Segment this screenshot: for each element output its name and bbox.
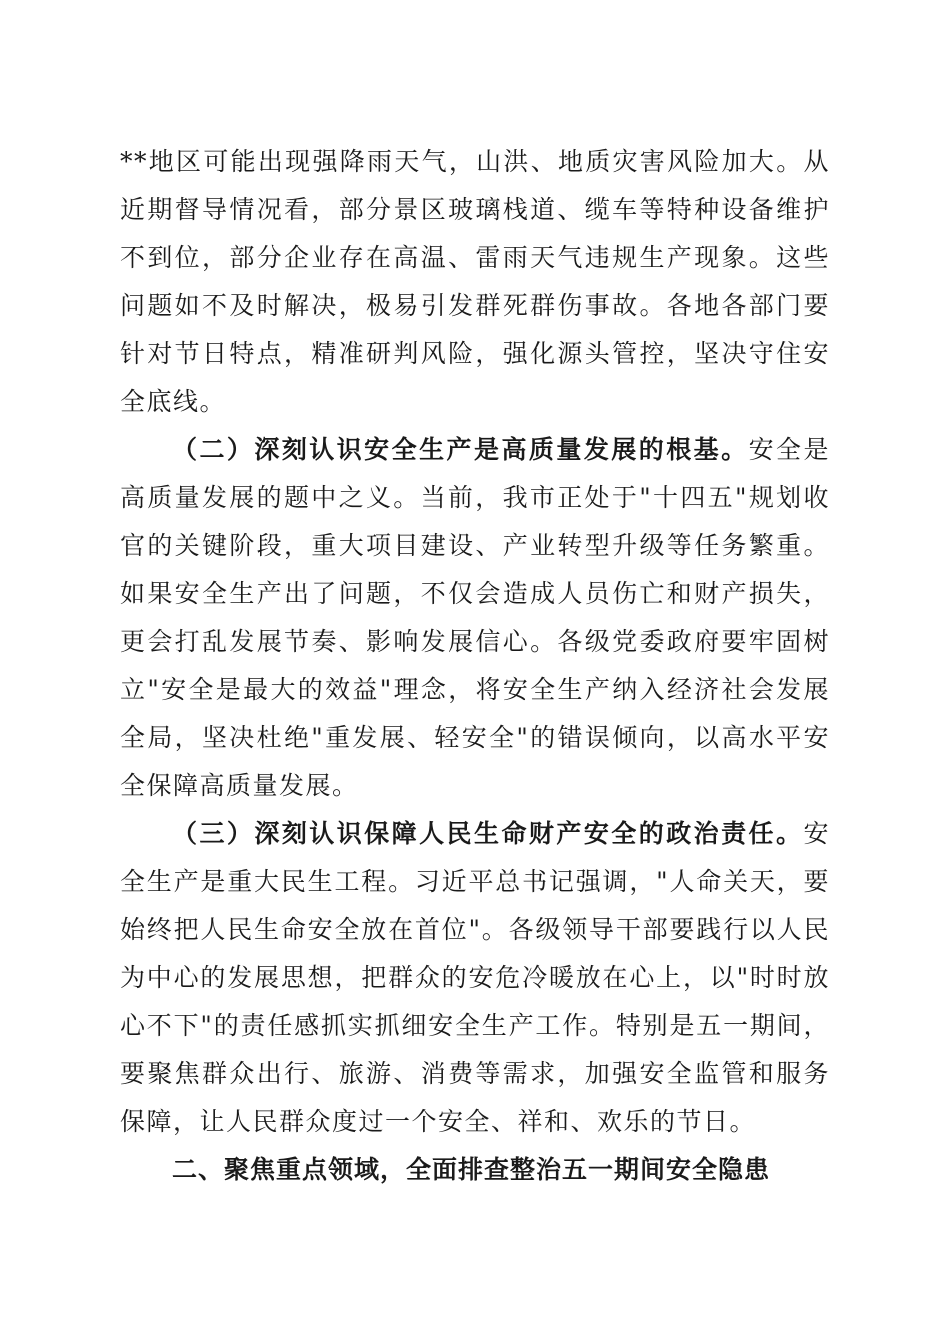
paragraph-section-2 [120, 426, 830, 810]
paragraph-lead-sentence: （三）深刻认识保障人民生命财产安全的政治责任。 [172, 819, 804, 848]
paragraph-section-3 [120, 810, 830, 1146]
document-body [120, 138, 830, 1194]
paragraph-lead-sentence: （二）深刻认识安全生产是高质量发展的根基。 [172, 435, 749, 464]
paragraph-continuation [120, 138, 830, 426]
section-heading: 二、聚焦重点领域，全面排查整治五一期间安全隐患 [172, 1155, 771, 1184]
paragraph-text: 安全是高质量发展的题中之义。当前，我市正处于"十四五"规划收官的关键阶段，重大项目建设、产业转型升级等任务繁重。如果安全生产出了问题，不仅会造成人员伤亡和财产损失，更会打乱发展节奏、影响发展信心。各级党委政府要牢固树立"安全是最大的效益"理念，将安全生产纳入经济社会发展全局，坚决杜绝"重发展、轻安全"的错误倾向，以高水平安全保障高质量发展。 [120, 435, 830, 800]
paragraph-text: **地区可能出现强降雨天气，山洪、地质灾害风险加大。从近期督导情况看，部分景区玻璃栈道、缆车等特种设备维护不到位，部分企业存在高温、雷雨天气违规生产现象。这些问题如不及时解决，极易引发群死群伤事故。各地各部门要针对节日特点，精准研判风险，强化源头管控，坚决守住安全底线。 [120, 147, 830, 416]
paragraph-text: 安全生产是重大民生工程。习近平总书记强调，"人命关天，要始终把人民生命安全放在首位"。各级领导干部要践行以人民为中心的发展思想，把群众的安危冷暖放在心上，以"时时放心不下"的责任感抓实抓细安全生产工作。特别是五一期间，要聚焦群众出行、旅游、消费等需求，加强安全监管和服务保障，让人民群众度过一个安全、祥和、欢乐的节日。 [120, 819, 830, 1136]
